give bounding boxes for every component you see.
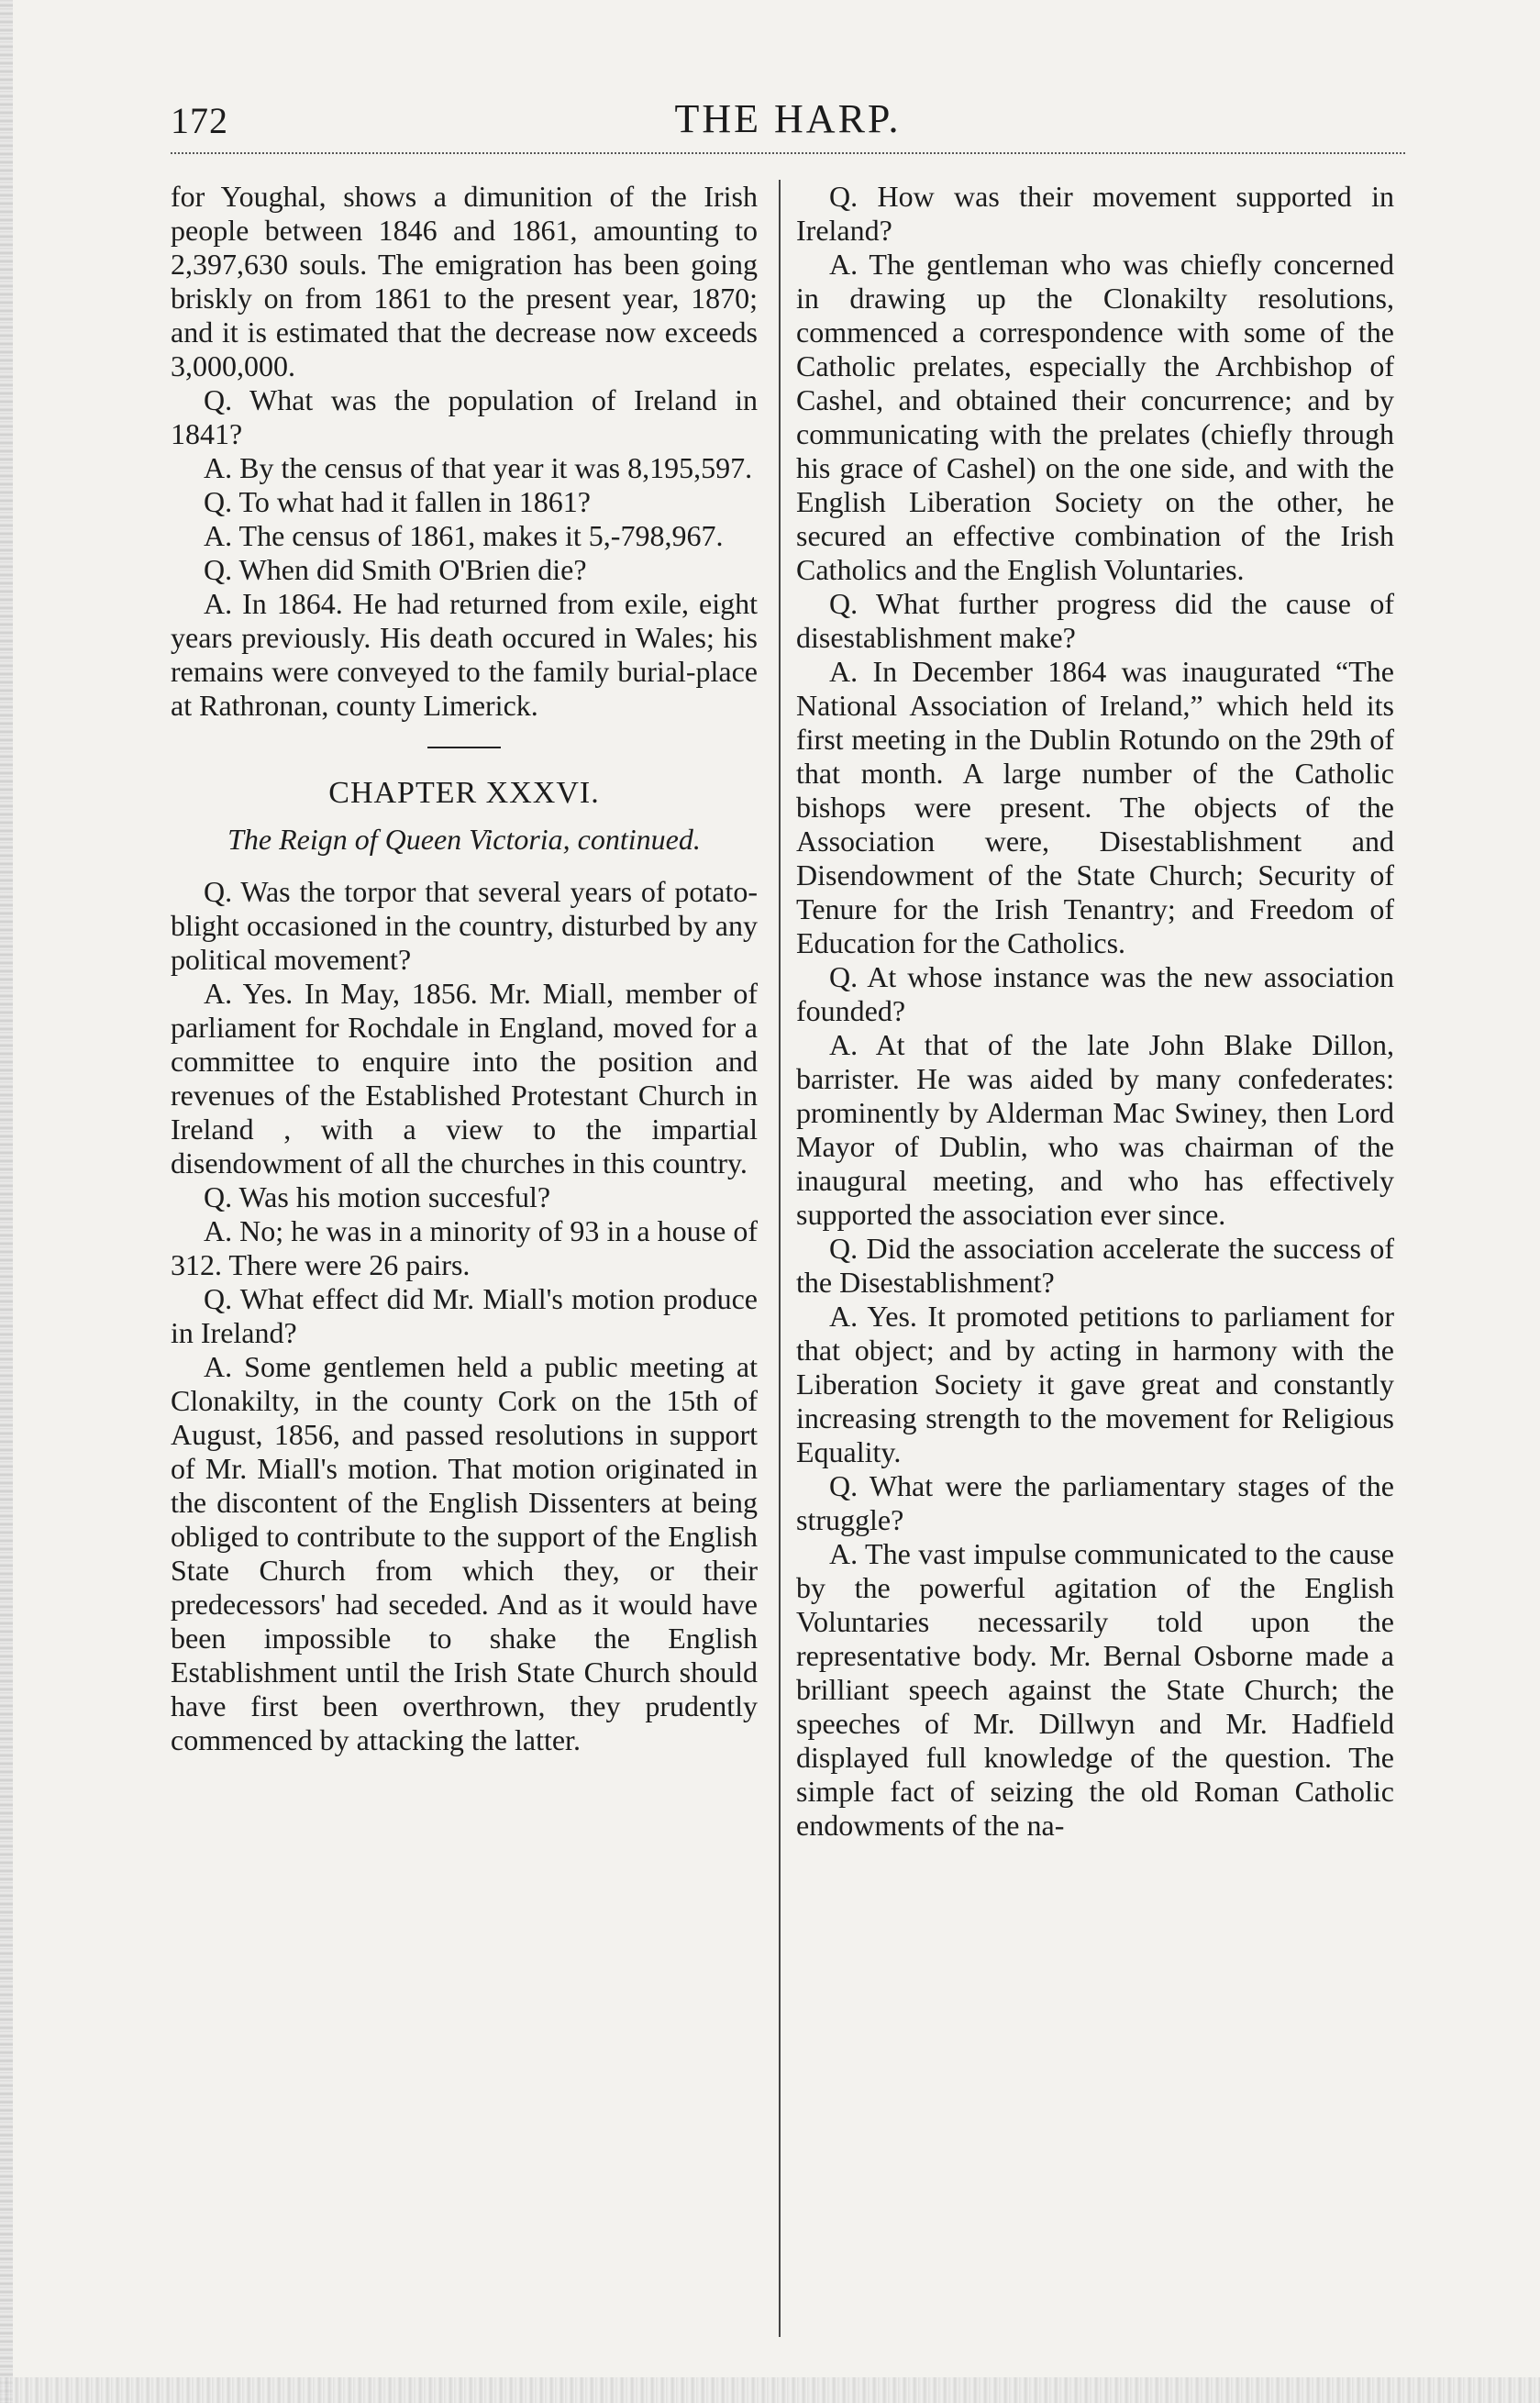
question: Q. What further progress did the cause of disestablishment make?: [796, 587, 1394, 654]
question: Q. Was the torpor that several years of potato-blight occasioned in the country, disturbed by any political movement?: [171, 875, 758, 976]
answer: A. At that of the late John Blake Dillon, barrister. He was aided by many confederates: prominently by Alderman Mac Swiney, then Lord Mayor of Dublin, who was chairman of the inaugural meeting, and who has effectively supported the association ever since.: [796, 1028, 1394, 1231]
page-edge-left: [0, 0, 13, 2403]
answer: A. Yes. It promoted petitions to parliament for that object; and by acting in harmony with the Liberation Society it gave great and constantly increasing strength to the movement for Religious Equality.: [796, 1300, 1394, 1468]
question: Q. What were the parliamentary stages of the struggle?: [796, 1469, 1394, 1536]
question: Q. How was their movement supported in Ireland?: [796, 180, 1394, 247]
chapter-subtitle: The Reign of Queen Victoria, continued.: [227, 823, 701, 856]
chapter-heading: CHAPTER XXXVI.: [328, 776, 600, 810]
running-title: THE HARP.: [674, 96, 902, 141]
question: Q. What effect did Mr. Miall's motion produce in Ireland?: [171, 1282, 758, 1349]
right-column: [796, 180, 1394, 1843]
answer: A. No; he was in a minority of 93 in a house of 312. There were 26 pairs.: [171, 1214, 758, 1281]
column-divider: [779, 180, 781, 2337]
answer: A. The census of 1861, makes it 5,-798,967.: [204, 519, 724, 552]
paragraph: for Youghal, shows a dimunition of the Irish people between 1846 and 1861, amounting to 2,397,630 souls. The emigration has been going briskly on from 1861 to the present year, 1870; and it is estimated that the decrease now exceeds 3,000,000.: [171, 180, 758, 382]
page-header: [171, 92, 1405, 150]
answer: A. Yes. In May, 1856. Mr. Miall, member of parliament for Rochdale in England, moved for a committee to enquire into the position and revenues of the Established Protestant Church in Ireland , with a view to the impartial disendowment of all the churches in this country.: [171, 977, 758, 1179]
answer: A. By the census of that year it was 8,195,597.: [204, 451, 753, 484]
left-column: [171, 180, 758, 1757]
question: Q. Was his motion succesful?: [204, 1180, 551, 1213]
question: Q. To what had it fallen in 1861?: [204, 485, 591, 518]
page-number: 172: [171, 100, 228, 141]
question: Q. When did Smith O'Brien die?: [204, 553, 587, 586]
answer: A. In 1864. He had returned from exile, eight years previously. His death occured in Wales; his remains were conveyed to the family burial-place at Rathronan, county Limerick.: [171, 587, 758, 722]
header-rule: [171, 152, 1405, 154]
answer: A. The vast impulse communicated to the cause by the powerful agitation of the English Voluntaries necessarily told upon the representative body. Mr. Bernal Osborne made a brilliant speech against the State Church; the speeches of Mr. Dillwyn and Mr. Hadfield displayed full knowledge of the question. The simple fact of seizing the old Roman Catholic endowments of the na-: [796, 1537, 1394, 1842]
chapter-rule: [427, 747, 501, 748]
answer: A. In December 1864 was inaugurated “The National Association of Ireland,” which held its first meeting in the Dublin Rotundo on the 29th of that month. A large number of the Catholic bishops were present. The objects of the Association were, Disestablishment and Disendowment of the State Church; Security of Tenure for the Irish Tenantry; and Freedom of Education for the Catholics.: [796, 655, 1394, 959]
question: Q. Did the association accelerate the success of the Disestablishment?: [796, 1232, 1394, 1299]
page-edge-bottom: [0, 2377, 1540, 2403]
answer: A. Some gentlemen held a public meeting at Clonakilty, in the county Cork on the 15th of August, 1856, and passed resolutions in support of Mr. Miall's motion. That motion originated in the discontent of the English Dissenters at being obliged to contribute to the support of the English State Church from which they, or their predecessors' had seceded. And as it would have been impossible to shake the English Establishment until the Irish State Church should have first been overthrown, they prudently commenced by attacking the latter.: [171, 1350, 758, 1756]
question: Q. What was the population of Ireland in 1841?: [171, 383, 758, 450]
answer: A. The gentleman who was chiefly concerned in drawing up the Clonakilty resolutions, commenced a correspondence with some of the Catholic prelates, especially the Archbishop of Cashel, and obtained their concurrence; and by communicating with the prelates (chiefly through his grace of Cashel) on the one side, and with the English Liberation Society on the other, he secured an effective combination of the Irish Catholics and the English Voluntaries.: [796, 248, 1394, 586]
question: Q. At whose instance was the new association founded?: [796, 960, 1394, 1027]
